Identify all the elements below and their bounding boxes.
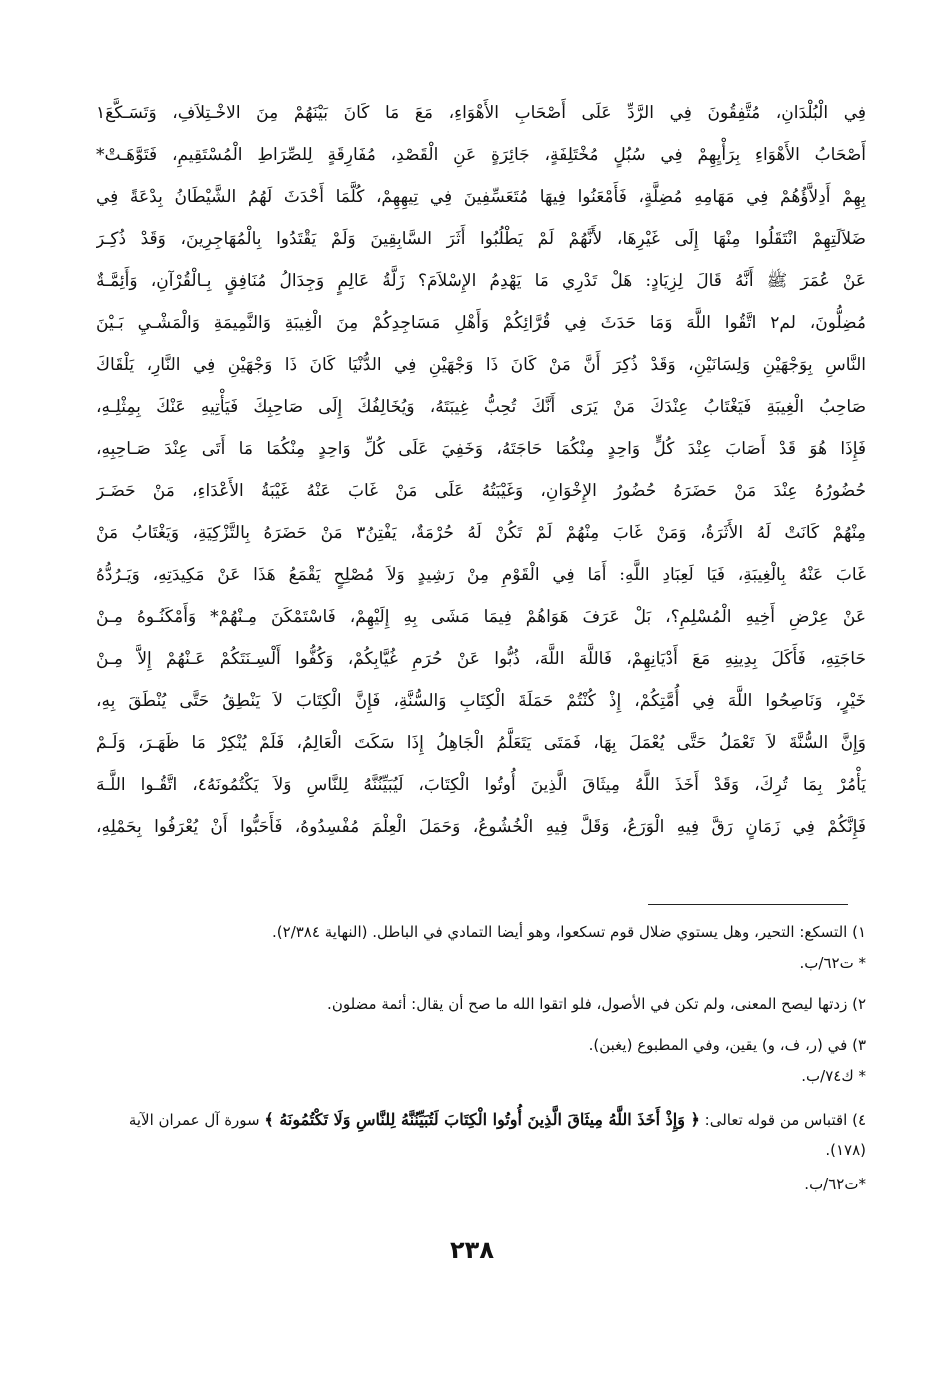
- text-line: أَصْحَابُ الأَهْوَاءِ بِرَأْيِهِمْ فِي سُبُلٍ مُخْتَلِفَةٍ، جَائِرَةٍ عَنِ الْقَصْدِ، مُفَارِقَةٍ لِلصِّرَاطِ الْمُسْتَقِيمِ، فَتَوَّهَـتْ*: [96, 145, 866, 165]
- manuscript-marker: * ت٦٢/ب.: [799, 954, 866, 972]
- main-text-block: [96, 92, 866, 848]
- text-line: بِهِمْ أَدِلاَّؤُهُمْ فِي مَهَامِهِ مُضِلَّةٍ، فَأَمْعَنُوا فِيهَا مُتَعَسِّفِينَ فِي تِيهِهِمْ، كُلَّمَا أَحْدَثَ لَهُمُ الشَّيْطَانُ بِدْعَةً فِي: [96, 187, 866, 207]
- text-line: ضَلاَلَتِهِمْ انْتَقَلُوا مِنْهَا إِلَى غَيْرِهَا، لأَنَّهُمْ لَمْ يَطْلُبُوا أَثَرَ السَّابِقِينَ وَلَمْ يَقْتَدُوا بِالْمُهَاجِرِينَ، وَقَدْ ذُكِـرَ: [96, 229, 866, 249]
- footnote-separator: [648, 904, 848, 905]
- footnote-4: [96, 1105, 866, 1165]
- text-line: يَأْمُرْ بِمَا تُرِكَ، وَقَدْ أَخَذَ اللَّهُ مِيثَاقَ الَّذِينَ أُوتُوا الْكِتَابَ، لَيُبَيِّنُنَّهُ لِلنَّاسِ وَلاَ يَكْتُمُونَهُ٤، اتَّقُـوا اللَّـهَ: [96, 775, 866, 795]
- manuscript-marker: * ك٧٤/ب.: [801, 1067, 866, 1085]
- footnote-4-prefix: ٤) اقتباس من قوله تعالى:: [699, 1111, 866, 1129]
- footnote-2: ٢) زدتها ليصح المعنى، ولم تكن في الأصول، فلو اتقوا الله ما صح أن يقال: أئمة مضلون.: [327, 995, 866, 1013]
- text-line: فَإِنَّكُمْ فِي زَمَانٍ رَقَّ فِيهِ الْوَرَعُ، وَقَلَّ فِيهِ الْخُشُوعُ، وَحَمَلَ الْعِلْمَ مُفْسِدُوهُ، فَأَحَبُّوا أَنْ يُعْرَفُوا بِحَمْلِهِ،: [96, 817, 866, 837]
- footnotes-block: [96, 920, 866, 1213]
- footnote-3: ٣) في (ر، ف، و) يقين، وفي المطبوع (يغبن).: [588, 1036, 866, 1054]
- text-line: فَإِذَا هُوَ قَدْ أَصَابَ عِنْدَ كُلٍّ وَاحِدٍ مِنْكُمَا حَاجَتَهُ، وَخَفِيَ عَلَى كُلِّ وَاحِدٍ مِنْكُمَا مَا أَتَى عِنْدَ صَـاحِبِهِ،: [96, 439, 866, 459]
- text-line: مُضِلُّونَ، لم٢ اتَّقُوا اللَّهَ وَمَا حَدَثَ فِي قُرَّائِكُمْ وَأَهْلِ مَسَاجِدِكُمْ مِنَ الْغِيبَةِ وَالنَّمِيمَةِ وَالْمَشْـيِ بَـيْنَ: [96, 313, 866, 333]
- manuscript-marker: *ت٦٢/ب.: [804, 1175, 866, 1193]
- footnote-1: ١) التسكع: التحير، وهل يستوي ضلال قوم تسكعوا، وهو أيضا التمادي في الباطل. (النهاية ٢/٣٨٤).: [272, 923, 866, 941]
- text-line: حُضُورُهُ عِنْدَ مَنْ حَضَرَهُ حُضُورُ الإِخْوَانِ، وَغَيْبَتُهُ عَلَى مَنْ غَابَ عَنْهُ غَيْبَةُ الأَعْدَاءِ، مَنْ حَضَـرَ: [96, 481, 866, 501]
- text-line: عَنْ عِرْضِ أَخِيهِ الْمُسْلِمِ؟، بَلْ عَرَفَ هَوَاهُمْ فِيمَا مَشَى بِهِ إِلَيْهِمْ، فَاسْتَمْكَنَ مِـنْهُمْ* وَأَمْكَنُـوهُ مِـنْ: [96, 607, 866, 627]
- page-number: ٢٣٨: [450, 1236, 494, 1264]
- text-line: عَنْ عُمَرَ ﷺ أَنَّهُ قَالَ لِزِيَادٍ: هَلْ تَدْرِي مَا يَهْدِمُ الإِسْلاَمَ؟ زَلَّةُ عَالِمٍ وَجِدَالُ مُنَافِقٍ بِـالْقُرْآنِ، وَأَئِمَّـةٌ: [96, 271, 866, 291]
- footnote-4-suffix: سورة آل عمران الآية (١٧٨).: [128, 1111, 866, 1159]
- text-line: خَيْرٍ، وَنَاصِحُوا اللَّهَ فِي أُمَّتِكُمْ، إِذْ كُنْتُمْ حَمَلَةَ الْكِتَابِ وَالسُّنَّةِ، فَإِنَّ الْكِتَابَ لاَ يَنْطِقُ حَتَّى يُنْطَقَ بِهِ،: [96, 691, 866, 711]
- quran-quote: ﴿ وَإِذْ أَخَذَ اللَّهُ مِيثَاقَ الَّذِينَ أُوتُوا الْكِتَابَ لَتُبَيِّنُنَّهُ لِلنَّاسِ وَلَا تَكْتُمُونَهُ ﴾: [264, 1110, 700, 1129]
- text-line: وَإِنَّ السُّنَّةَ لاَ تَعْمَلُ حَتَّى يُعْمَلَ بِهَا، فَمَتَى يَتَعَلَّمُ الْجَاهِلُ إِذَا سَكَتَ الْعَالِمُ، فَلَمْ يُنْكِرْ مَا ظَهَـرَ، وَلَـمْ: [96, 733, 866, 753]
- text-line: صَاحِبُ الْغِيبَةِ فَيَغْتَابُ عِنْدَكَ مَنْ يَرَى أَنَّكَ تُحِبُّ غِيبَتَهُ، وَيُخَالِفُكَ إِلَى صَاحِبِكَ فَيَأْتِيهِ عَنْكَ بِمِثْلِـهِ،: [96, 397, 866, 417]
- text-line: حَاجَتِهِ، فَأَكَلَ بِدِينِهِ مَعَ أَدْيَانِهِمْ، فَاللَّهَ اللَّهَ، ذُبُّوا عَنْ حُرَمِ غُيَّابِكُمْ، وَكُفُّوا أَلْسِـنَتَكُمْ عَـنْهُمْ إِلاَّ مِـنْ: [96, 649, 866, 669]
- text-line: غَابَ عَنْهُ بِالْغِيبَةِ، فَيَا لَعِبَادِ اللَّهِ: أَمَا فِي الْقَوْمِ مِنْ رَشِيدٍ وَلاَ مُصْلِحٍ يَقْمَعُ هَذَا عَنْ مَكِيدَتِهِ، وَيَـرُدُّهُ: [96, 565, 866, 585]
- text-line: النَّاسِ بِوَجْهَيْنِ وَلِسَانَيْنِ، وَقَدْ ذُكِرَ أَنَّ مَنْ كَانَ ذَا وَجْهَيْنِ فِي الدُّنْيَا كَانَ ذَا وَجْهَيْنِ فِي النَّارِ، يَلْقَاكَ: [96, 355, 866, 375]
- text-line: مِنْهُمْ كَانَتْ لَهُ الأَثَرَةُ، وَمَنْ غَابَ مِنْهُمْ لَمْ تَكُنْ لَهُ حُرْمَةٌ، يَفْتِنُ٣ مَنْ حَضَرَهُ بِالتَّزْكِيَةِ، وَيَغْتَابُ مَنْ: [96, 523, 866, 543]
- text-line: فِي الْبُلْدَانِ، مُتَّفِقُونَ فِي الرَّدِّ عَلَى أَصْحَابِ الأَهْوَاءِ، مَعَ مَا كَانَ بَيْنَهُمْ مِنَ الاخْـتِلاَفِ، وَتَسَـكَّعَ١: [96, 103, 866, 123]
